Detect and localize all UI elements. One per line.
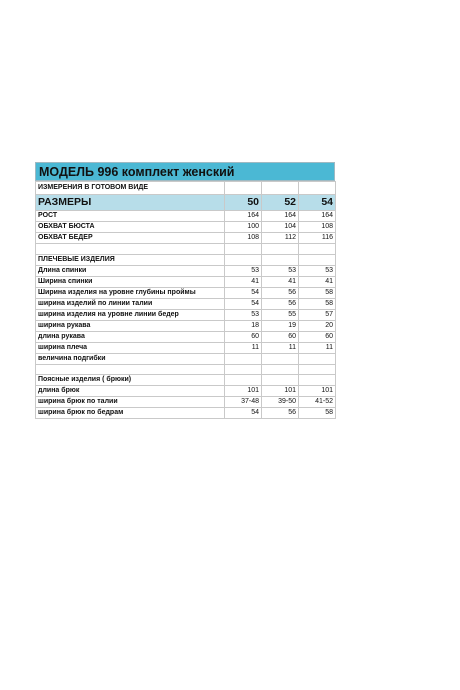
row-value: 164: [299, 211, 336, 222]
table-row: [36, 386, 336, 397]
empty-cell: [262, 182, 299, 195]
row-value: 104: [262, 222, 299, 233]
table-row: [36, 408, 336, 419]
size-54: 54: [299, 195, 336, 211]
row-value: [299, 353, 336, 364]
row-label: ПЛЕЧЕВЫЕ ИЗДЕЛИЯ: [36, 254, 225, 265]
size-table: [35, 181, 336, 419]
table-row: [36, 331, 336, 342]
table-row: [36, 342, 336, 353]
row-value: 53: [225, 265, 262, 276]
table-row: [36, 298, 336, 309]
row-value: [225, 364, 262, 375]
row-value: 101: [262, 386, 299, 397]
subtitle-cell: ИЗМЕРЕНИЯ В ГОТОВОМ ВИДЕ: [36, 182, 225, 195]
row-value: [299, 364, 336, 375]
size-50: 50: [225, 195, 262, 211]
row-value: [225, 353, 262, 364]
row-value: 53: [262, 265, 299, 276]
row-label: величина подгибки: [36, 353, 225, 364]
row-label: ширина изделия на уровне линии бедер: [36, 309, 225, 320]
row-value: 108: [225, 233, 262, 244]
table-row: [36, 397, 336, 408]
row-label: ширина плеча: [36, 342, 225, 353]
table-row: [36, 320, 336, 331]
row-value: 58: [299, 408, 336, 419]
row-value: 101: [299, 386, 336, 397]
row-label: ширина брюк по бедрам: [36, 408, 225, 419]
row-label: ОБХВАТ БЮСТА: [36, 222, 225, 233]
row-label: [36, 364, 225, 375]
row-label: длина рукава: [36, 331, 225, 342]
table-row: [36, 364, 336, 375]
row-value: 19: [262, 320, 299, 331]
row-value: 54: [225, 287, 262, 298]
row-label: ширина изделий по линии талии: [36, 298, 225, 309]
row-value: [299, 375, 336, 386]
row-value: 58: [299, 287, 336, 298]
sizes-label: РАЗМЕРЫ: [36, 195, 225, 211]
row-value: 41-52: [299, 397, 336, 408]
table-row: [36, 353, 336, 364]
row-label: [36, 244, 225, 255]
row-value: 41: [262, 276, 299, 287]
row-value: [262, 244, 299, 255]
row-label: ширина рукава: [36, 320, 225, 331]
row-value: 55: [262, 309, 299, 320]
table-row: [36, 287, 336, 298]
row-value: 53: [225, 309, 262, 320]
row-value: [262, 254, 299, 265]
row-value: 56: [262, 408, 299, 419]
row-value: 164: [225, 211, 262, 222]
row-value: 56: [262, 298, 299, 309]
row-label: ОБХВАТ БЕДЕР: [36, 233, 225, 244]
row-value: 56: [262, 287, 299, 298]
row-value: 58: [299, 298, 336, 309]
table-row: [36, 254, 336, 265]
row-value: 11: [262, 342, 299, 353]
row-label: ширина брюк по талии: [36, 397, 225, 408]
row-value: 164: [262, 211, 299, 222]
row-value: 11: [299, 342, 336, 353]
subtitle-row: [36, 182, 336, 195]
row-value: [262, 364, 299, 375]
row-value: 37-48: [225, 397, 262, 408]
table-row: [36, 276, 336, 287]
row-value: [262, 375, 299, 386]
row-value: 60: [262, 331, 299, 342]
row-value: [225, 375, 262, 386]
row-value: 60: [225, 331, 262, 342]
table-row: [36, 222, 336, 233]
row-label: длина брюк: [36, 386, 225, 397]
row-label: Ширина спинки: [36, 276, 225, 287]
row-value: 54: [225, 298, 262, 309]
row-value: 116: [299, 233, 336, 244]
row-value: 18: [225, 320, 262, 331]
row-value: 53: [299, 265, 336, 276]
sizes-header-row: [36, 195, 336, 211]
row-value: 60: [299, 331, 336, 342]
row-value: 112: [262, 233, 299, 244]
row-value: 54: [225, 408, 262, 419]
row-value: 11: [225, 342, 262, 353]
table-row: [36, 265, 336, 276]
row-value: [262, 353, 299, 364]
row-value: [225, 254, 262, 265]
row-label: РОСТ: [36, 211, 225, 222]
table-row: [36, 309, 336, 320]
row-value: 57: [299, 309, 336, 320]
row-label: Длина спинки: [36, 265, 225, 276]
row-value: [299, 254, 336, 265]
table-row: [36, 244, 336, 255]
empty-cell: [299, 182, 336, 195]
row-value: 101: [225, 386, 262, 397]
row-value: 39-50: [262, 397, 299, 408]
row-value: [299, 244, 336, 255]
table-row: [36, 375, 336, 386]
table-row: [36, 233, 336, 244]
table-row: [36, 211, 336, 222]
row-value: 100: [225, 222, 262, 233]
row-value: 41: [225, 276, 262, 287]
empty-cell: [225, 182, 262, 195]
row-value: [225, 244, 262, 255]
size-chart-sheet: [35, 162, 335, 419]
model-title: МОДЕЛЬ 996 комплект женский: [35, 162, 335, 181]
row-label: Поясные изделия ( брюки): [36, 375, 225, 386]
size-52: 52: [262, 195, 299, 211]
row-value: 41: [299, 276, 336, 287]
row-value: 20: [299, 320, 336, 331]
row-value: 108: [299, 222, 336, 233]
row-label: Ширина изделия на уровне глубины проймы: [36, 287, 225, 298]
